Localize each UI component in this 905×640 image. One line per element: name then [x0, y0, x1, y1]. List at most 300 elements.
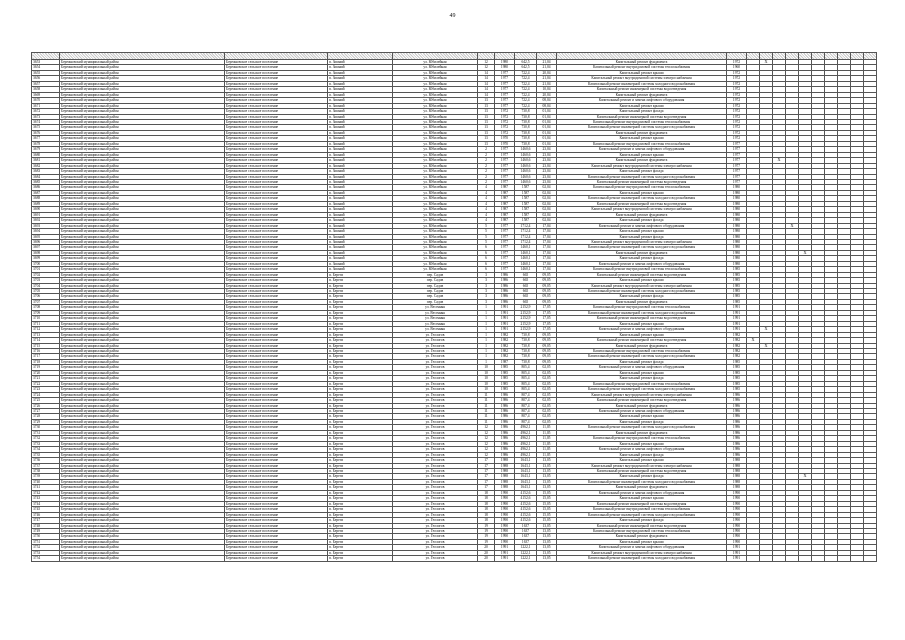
wear-cell: 17,04 — [537, 229, 557, 234]
work-type-cell: Капитальный ремонт крыши — [557, 539, 727, 544]
record-id-cell: 3680 — [32, 152, 60, 157]
build-year-cell: 1986 — [495, 430, 515, 435]
house-number-cell: 5 — [478, 234, 495, 239]
wear-cell: 02,04 — [537, 196, 557, 201]
district-cell: Бережковский муниципальный район — [60, 501, 225, 506]
house-number-cell: 4 — [478, 212, 495, 217]
selection-mark-cell: X — [760, 327, 773, 332]
street-cell: пер. Садов — [393, 289, 478, 294]
planned-year-cell: 1972 — [727, 119, 747, 124]
settlement-cell: Бережковское сельское поселение — [225, 289, 328, 294]
house-number-cell: 13 — [478, 119, 495, 124]
wear-cell: 17,04 — [537, 250, 557, 255]
area-cell: 642,5 — [515, 65, 537, 70]
empty-mark-cell — [760, 556, 773, 561]
record-id-cell: 3713 — [32, 332, 60, 337]
work-type-cell: Капитальный ремонт фасада — [557, 256, 727, 261]
locality-cell: п. Зимний — [328, 109, 393, 114]
wear-cell: 02,04 — [537, 190, 557, 195]
build-year-cell: 1980 — [495, 65, 515, 70]
record-id-cell: 3723 — [32, 387, 60, 392]
house-number-cell: 13 — [478, 125, 495, 130]
record-id-cell: 3735 — [32, 452, 60, 457]
planned-year-cell: 1988 — [727, 485, 747, 490]
house-number-cell: 4 — [478, 207, 495, 212]
work-type-cell: Капитальный ремонт и замена лифтового оборудования — [557, 447, 727, 452]
build-year-cell: 1988 — [495, 474, 515, 479]
street-cell: ул. Геологов — [393, 518, 478, 523]
settlement-cell: Бережковское сельское поселение — [225, 163, 328, 168]
record-id-cell: 3675 — [32, 125, 60, 130]
house-number-cell: 10 — [478, 370, 495, 375]
record-id-cell: 3715 — [32, 343, 60, 348]
street-cell: ул. Юбилейная — [393, 136, 478, 141]
area-cell: 4962,1 — [515, 430, 537, 435]
locality-cell: п. Береги — [328, 507, 393, 512]
street-cell: ул. Геологов — [393, 409, 478, 414]
record-id-cell: 3697 — [32, 245, 60, 250]
street-cell: ул. Геологов — [393, 376, 478, 381]
work-type-cell: Капитальный ремонт и замена лифтового оборудования — [557, 490, 727, 495]
house-number-cell: 6 — [478, 261, 495, 266]
wear-cell: 09,05 — [537, 278, 557, 283]
locality-cell: п. Береги — [328, 294, 393, 299]
house-number-cell: 3 — [478, 283, 495, 288]
work-type-cell: Капитальный ремонт фасада — [557, 234, 727, 239]
street-cell: пер. Садов — [393, 272, 478, 277]
district-cell: Бережковский муниципальный район — [60, 239, 225, 244]
street-cell: ул. Юбилейная — [393, 185, 478, 190]
street-cell: ул. Юбилейная — [393, 201, 478, 206]
street-cell: ул. Юбилейная — [393, 218, 478, 223]
house-number-cell: 13 — [478, 109, 495, 114]
build-year-cell: 1972 — [495, 114, 515, 119]
planned-year-cell: 1977 — [727, 174, 747, 179]
selection-mark-cell: X — [760, 343, 773, 348]
build-year-cell: 1990 — [495, 523, 515, 528]
house-number-cell: 1 — [478, 316, 495, 321]
wear-cell: 13,05 — [537, 556, 557, 561]
house-number-cell: 3 — [478, 294, 495, 299]
district-cell: Бережковский муниципальный район — [60, 278, 225, 283]
work-type-cell: Капитальный ремонт инженерной системы холодного водоснабжения — [557, 174, 727, 179]
house-number-cell: 12 — [478, 436, 495, 441]
district-cell: Бережковский муниципальный район — [60, 507, 225, 512]
work-type-cell: Капитальный ремонт и замена лифтового оборудования — [557, 327, 727, 332]
build-year-cell: 1977 — [495, 163, 515, 168]
record-id-cell: 3681 — [32, 158, 60, 163]
area-cell: 807,4 — [515, 419, 537, 424]
build-year-cell: 1977 — [495, 103, 515, 108]
locality-cell: п. Зимний — [328, 261, 393, 266]
planned-year-cell: 1990 — [727, 539, 747, 544]
record-id-cell: 3670 — [32, 98, 60, 103]
build-year-cell: 1990 — [495, 496, 515, 501]
work-type-cell: Капитальный ремонт крыши — [557, 190, 727, 195]
house-number-cell: 10 — [478, 365, 495, 370]
wear-cell: 15,05 — [537, 496, 557, 501]
locality-cell: п. Береги — [328, 278, 393, 283]
work-type-cell: Капитальный ремонт инженерной системы холодного водоснабжения — [557, 354, 727, 359]
locality-cell: п. Зимний — [328, 114, 393, 119]
house-number-cell: 4 — [478, 196, 495, 201]
street-cell: ул. Геологов — [393, 501, 478, 506]
street-cell: ул. Юбилейная — [393, 190, 478, 195]
district-cell: Бережковский муниципальный район — [60, 463, 225, 468]
work-type-cell: Капитальный ремонт фундамента — [557, 130, 727, 135]
header-cell — [60, 53, 225, 60]
settlement-cell: Бережковское сельское поселение — [225, 321, 328, 326]
work-type-cell: Капитальный ремонт фундамента — [557, 485, 727, 490]
house-number-cell: 20 — [478, 550, 495, 555]
record-id-cell: 3653 — [32, 60, 60, 65]
area-cell: 730,8 — [515, 332, 537, 337]
settlement-cell: Бережковское сельское поселение — [225, 545, 328, 550]
planned-year-cell: 1988 — [727, 458, 747, 463]
settlement-cell: Бережковское сельское поселение — [225, 392, 328, 397]
build-year-cell: 1977 — [495, 261, 515, 266]
district-cell: Бережковский муниципальный район — [60, 141, 225, 146]
settlement-cell: Бережковское сельское поселение — [225, 403, 328, 408]
house-number-cell: 2 — [478, 158, 495, 163]
build-year-cell: 1990 — [495, 512, 515, 517]
settlement-cell: Бережковское сельское поселение — [225, 141, 328, 146]
build-year-cell: 1982 — [495, 343, 515, 348]
settlement-cell: Бережковское сельское поселение — [225, 387, 328, 392]
locality-cell: п. Береги — [328, 436, 393, 441]
work-type-cell: Капитальный ремонт фундамента — [557, 60, 727, 65]
area-cell: 807,4 — [515, 409, 537, 414]
wear-cell: 13,05 — [537, 479, 557, 484]
locality-cell: п. Береги — [328, 349, 393, 354]
wear-cell: 01,04 — [537, 136, 557, 141]
build-year-cell: 1991 — [495, 327, 515, 332]
house-number-cell: 18 — [478, 490, 495, 495]
record-id-cell: 3673 — [32, 114, 60, 119]
wear-cell: 13,05 — [537, 528, 557, 533]
wear-cell: 08,04 — [537, 103, 557, 108]
district-cell: Бережковский муниципальный район — [60, 343, 225, 348]
area-cell: 665 — [515, 299, 537, 304]
record-id-cell: 3739 — [32, 474, 60, 479]
area-cell: 1460,6 — [515, 179, 537, 184]
empty-mark-cell — [799, 556, 812, 561]
street-cell: ул. Геологов — [393, 539, 478, 544]
district-cell: Бережковский муниципальный район — [60, 447, 225, 452]
street-cell: ул. Юбилейная — [393, 256, 478, 261]
locality-cell: п. Береги — [328, 370, 393, 375]
planned-year-cell: 1991 — [727, 310, 747, 315]
record-id-cell: 3724 — [32, 392, 60, 397]
street-cell: ул. Геологов — [393, 523, 478, 528]
record-id-cell: 3690 — [32, 207, 60, 212]
wear-cell: 02,05 — [537, 403, 557, 408]
planned-year-cell: 1980 — [727, 250, 747, 255]
area-cell: 2152,9 — [515, 316, 537, 321]
settlement-cell: Бережковское сельское поселение — [225, 550, 328, 555]
district-cell: Бережковский муниципальный район — [60, 136, 225, 141]
record-id-cell: 3743 — [32, 496, 60, 501]
street-cell: ул. Юбилейная — [393, 98, 478, 103]
area-cell: 1460,6 — [515, 174, 537, 179]
settlement-cell: Бережковское сельское поселение — [225, 425, 328, 430]
work-type-cell: Капитальный ремонт фундамента — [557, 299, 727, 304]
house-number-cell: 2 — [478, 174, 495, 179]
empty-mark-cell — [773, 556, 786, 561]
street-cell: ул. Геологов — [393, 485, 478, 490]
record-id-cell: 3717 — [32, 354, 60, 359]
wear-cell: 23,04 — [537, 147, 557, 152]
area-cell: 1637 — [515, 528, 537, 533]
planned-year-cell: 1980 — [727, 190, 747, 195]
record-id-cell: 3706 — [32, 294, 60, 299]
work-type-cell: Капитальный ремонт фундамента — [557, 250, 727, 255]
house-number-cell: 19 — [478, 523, 495, 528]
district-cell: Бережковский муниципальный район — [60, 398, 225, 403]
street-cell: ул. Юбилейная — [393, 70, 478, 75]
record-id-cell: 3747 — [32, 518, 60, 523]
planned-year-cell: 1972 — [727, 81, 747, 86]
record-id-cell: 3691 — [32, 212, 60, 217]
street-cell: ул. Юбилейная — [393, 158, 478, 163]
area-cell: 1643,1 — [515, 485, 537, 490]
planned-year-cell: 1988 — [727, 463, 747, 468]
house-number-cell: 12 — [478, 65, 495, 70]
street-cell: ул. Геологов — [393, 392, 478, 397]
record-id-cell: 3721 — [32, 376, 60, 381]
wear-cell: 09,05 — [537, 343, 557, 348]
wear-cell: 21,04 — [537, 65, 557, 70]
area-cell: 730,8 — [515, 141, 537, 146]
record-id-cell: 3741 — [32, 485, 60, 490]
work-type-cell: Капитальный ремонт инженерной системы водоотведения — [557, 201, 727, 206]
settlement-cell: Бережковское сельское поселение — [225, 501, 328, 506]
build-year-cell: 1986 — [495, 283, 515, 288]
wear-cell: 09,05 — [537, 359, 557, 364]
district-cell: Бережковский муниципальный район — [60, 152, 225, 157]
work-type-cell: Капитальный ремонт фундамента — [557, 212, 727, 217]
street-cell: ул. Юбилейная — [393, 92, 478, 97]
district-cell: Бережковский муниципальный район — [60, 338, 225, 343]
street-cell: ул. Геологов — [393, 496, 478, 501]
settlement-cell: Бережковское сельское поселение — [225, 452, 328, 457]
house-number-cell: 14 — [478, 92, 495, 97]
house-number-cell: 18 — [478, 518, 495, 523]
record-id-cell: 3753 — [32, 550, 60, 555]
wear-cell: 08,04 — [537, 98, 557, 103]
settlement-cell: Бережковское сельское поселение — [225, 119, 328, 124]
planned-year-cell: 1986 — [727, 414, 747, 419]
planned-year-cell: 1977 — [727, 158, 747, 163]
area-cell: 730,8 — [515, 343, 537, 348]
locality-cell: п. Зимний — [328, 185, 393, 190]
wear-cell: 01,04 — [537, 119, 557, 124]
locality-cell: п. Береги — [328, 387, 393, 392]
work-type-cell: Капитальный ремонт внутридомовой системы теплоснабжения — [557, 267, 727, 272]
work-type-cell: Капитальный ремонт и замена лифтового оборудования — [557, 545, 727, 550]
planned-year-cell: 1990 — [727, 501, 747, 506]
street-cell: ул. Юбилейная — [393, 76, 478, 81]
house-number-cell: 5 — [478, 223, 495, 228]
build-year-cell: 1986 — [495, 294, 515, 299]
street-cell: ул. Геологов — [393, 398, 478, 403]
area-cell: 1460,1 — [515, 256, 537, 261]
planned-year-cell: 1985 — [727, 299, 747, 304]
build-year-cell: 1986 — [495, 403, 515, 408]
street-cell: ул. Юбилейная — [393, 229, 478, 234]
planned-year-cell: 1988 — [727, 468, 747, 473]
work-type-cell: Капитальный ремонт внутридомовой системы теплоснабжения — [557, 65, 727, 70]
record-id-cell: 3700 — [32, 261, 60, 266]
work-type-cell: Капитальный ремонт и замена лифтового оборудования — [557, 147, 727, 152]
header-cell — [851, 53, 864, 60]
build-year-cell: 1991 — [495, 310, 515, 315]
settlement-cell: Бережковское сельское поселение — [225, 196, 328, 201]
district-cell: Бережковский муниципальный район — [60, 512, 225, 517]
street-cell: ул. Юбилейная — [393, 207, 478, 212]
locality-cell: п. Береги — [328, 458, 393, 463]
district-cell: Бережковский муниципальный район — [60, 65, 225, 70]
district-cell: Бережковский муниципальный район — [60, 299, 225, 304]
planned-year-cell: 1980 — [727, 201, 747, 206]
settlement-cell: Бережковское сельское поселение — [225, 136, 328, 141]
build-year-cell: 1977 — [495, 239, 515, 244]
record-id-cell: 3749 — [32, 528, 60, 533]
header-cell — [328, 53, 393, 60]
area-cell: 730,8 — [515, 109, 537, 114]
work-type-cell: Капитальный ремонт инженерной системы холодного водоснабжения — [557, 125, 727, 130]
house-number-cell: 2 — [478, 179, 495, 184]
settlement-cell: Бережковское сельское поселение — [225, 87, 328, 92]
wear-cell: 02,04 — [537, 207, 557, 212]
planned-year-cell: 1985 — [727, 365, 747, 370]
district-cell: Бережковский муниципальный район — [60, 130, 225, 135]
build-year-cell: 1977 — [495, 152, 515, 157]
record-id-cell: 3732 — [32, 436, 60, 441]
planned-year-cell: 1986 — [727, 419, 747, 424]
area-cell: 1643,1 — [515, 468, 537, 473]
house-number-cell: 2 — [478, 163, 495, 168]
area-cell: 1460,1 — [515, 250, 537, 255]
area-cell: 722,4 — [515, 70, 537, 75]
area-cell: 4152,6 — [515, 501, 537, 506]
settlement-cell: Бережковское сельское поселение — [225, 152, 328, 157]
record-id-cell: 3654 — [32, 65, 60, 70]
area-cell: 730,8 — [515, 119, 537, 124]
work-type-cell: Капитальный ремонт крыши — [557, 414, 727, 419]
settlement-cell: Бережковское сельское поселение — [225, 81, 328, 86]
wear-cell: 15,05 — [537, 490, 557, 495]
build-year-cell: 1977 — [495, 169, 515, 174]
locality-cell: п. Береги — [328, 479, 393, 484]
street-cell: ул. Весенняя — [393, 316, 478, 321]
work-type-cell: Капитальный ремонт внутридомовой системы электроснабжения — [557, 392, 727, 397]
record-id-cell: 3709 — [32, 310, 60, 315]
wear-cell: 13,05 — [537, 474, 557, 479]
wear-cell: 23,04 — [537, 169, 557, 174]
work-type-cell: Капитальный ремонт фасада — [557, 109, 727, 114]
wear-cell: 13,05 — [537, 523, 557, 528]
planned-year-cell: 1991 — [727, 305, 747, 310]
locality-cell: п. Береги — [328, 539, 393, 544]
settlement-cell: Бережковское сельское поселение — [225, 299, 328, 304]
district-cell: Бережковский муниципальный район — [60, 87, 225, 92]
settlement-cell: Бережковское сельское поселение — [225, 234, 328, 239]
street-cell: ул. Геологов — [393, 430, 478, 435]
table-row — [32, 556, 877, 561]
street-cell: ул. Юбилейная — [393, 114, 478, 119]
district-cell: Бережковский муниципальный район — [60, 523, 225, 528]
wear-cell: 09,05 — [537, 338, 557, 343]
planned-year-cell: 1980 — [727, 245, 747, 250]
house-number-cell: 1 — [478, 343, 495, 348]
area-cell: 722,4 — [515, 87, 537, 92]
settlement-cell: Бережковское сельское поселение — [225, 179, 328, 184]
house-number-cell: 1 — [478, 354, 495, 359]
district-cell: Бережковский муниципальный район — [60, 179, 225, 184]
wear-cell: 13,05 — [537, 463, 557, 468]
area-cell: 805,4 — [515, 365, 537, 370]
street-cell: пер. Садов — [393, 283, 478, 288]
house-number-cell: 19 — [478, 534, 495, 539]
area-cell: 722,4 — [515, 98, 537, 103]
street-cell: ул. Геологов — [393, 425, 478, 430]
area-cell: 805,4 — [515, 376, 537, 381]
locality-cell: п. Зимний — [328, 190, 393, 195]
area-cell: 730,8 — [515, 125, 537, 130]
street-cell: ул. Юбилейная — [393, 179, 478, 184]
header-cell — [557, 53, 727, 60]
wear-cell: 02,05 — [537, 392, 557, 397]
street-cell: ул. Геологов — [393, 452, 478, 457]
wear-cell: 21,04 — [537, 81, 557, 86]
work-type-cell: Капитальный ремонт внутридомовой системы электроснабжения — [557, 76, 727, 81]
area-cell: 1460,6 — [515, 169, 537, 174]
record-id-cell: 3674 — [32, 119, 60, 124]
wear-cell: 09,05 — [537, 349, 557, 354]
street-cell: ул. Геологов — [393, 528, 478, 533]
locality-cell: п. Береги — [328, 523, 393, 528]
wear-cell: 17,04 — [537, 245, 557, 250]
settlement-cell: Бережковское сельское поселение — [225, 447, 328, 452]
district-cell: Бережковский муниципальный район — [60, 81, 225, 86]
district-cell: Бережковский муниципальный район — [60, 163, 225, 168]
street-cell: ул. Юбилейная — [393, 87, 478, 92]
house-number-cell: 20 — [478, 545, 495, 550]
district-cell: Бережковский муниципальный район — [60, 250, 225, 255]
locality-cell: п. Зимний — [328, 201, 393, 206]
build-year-cell: 1985 — [495, 376, 515, 381]
district-cell: Бережковский муниципальный район — [60, 381, 225, 386]
street-cell: ул. Весенняя — [393, 310, 478, 315]
house-number-cell: 17 — [478, 474, 495, 479]
header-cell — [393, 53, 478, 60]
wear-cell: 09,05 — [537, 299, 557, 304]
settlement-cell: Бережковское сельское поселение — [225, 125, 328, 130]
work-type-cell: Капитальный ремонт внутридомовой системы электроснабжения — [557, 163, 727, 168]
settlement-cell: Бережковское сельское поселение — [225, 207, 328, 212]
wear-cell: 02,05 — [537, 365, 557, 370]
wear-cell: 23,04 — [537, 163, 557, 168]
district-cell: Бережковский муниципальный район — [60, 550, 225, 555]
locality-cell: п. Зимний — [328, 229, 393, 234]
street-cell: ул. Юбилейная — [393, 174, 478, 179]
build-year-cell: 1991 — [495, 556, 515, 561]
street-cell: ул. Юбилейная — [393, 65, 478, 70]
locality-cell: п. Зимний — [328, 245, 393, 250]
district-cell: Бережковский муниципальный район — [60, 92, 225, 97]
area-cell: 665 — [515, 272, 537, 277]
